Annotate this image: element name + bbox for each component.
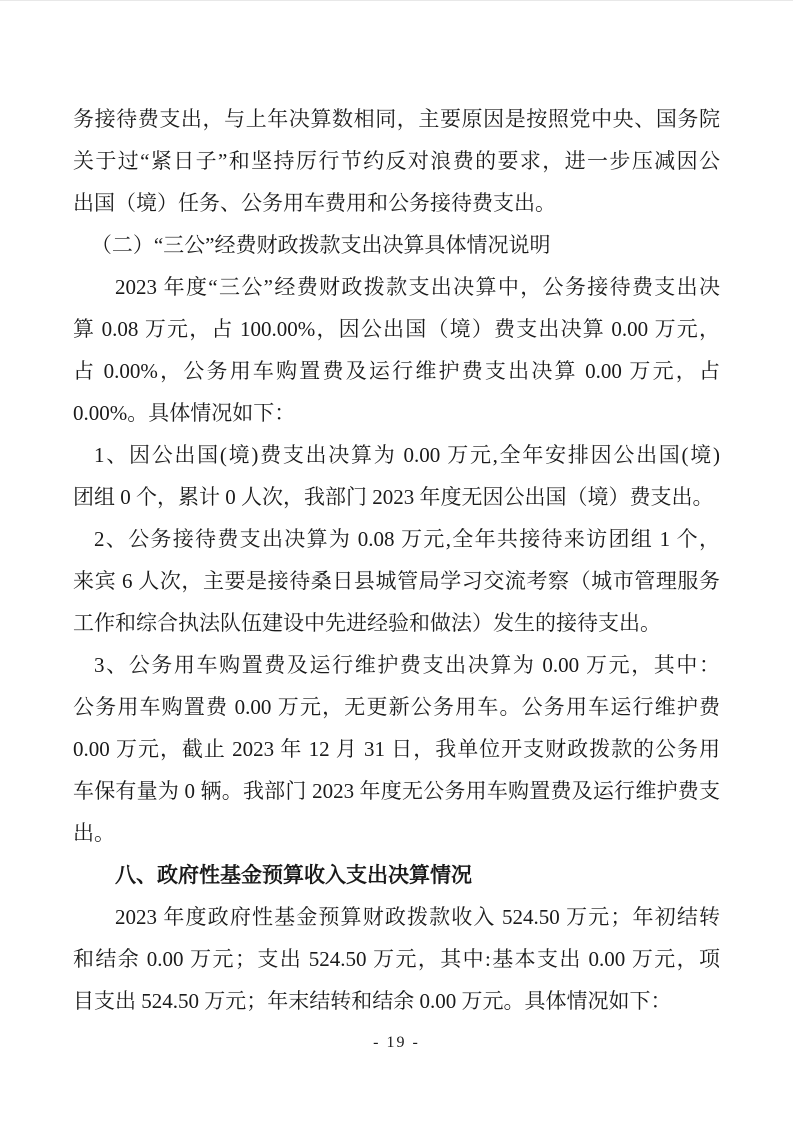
text-line: 务接待费支出，与上年决算数相同，主要原因是按照党中央、国务院: [73, 107, 720, 131]
section-heading: 八、政府性基金预算收入支出决算情况: [115, 863, 472, 887]
text-line: 公务用车购置费 0.00 万元，无更新公务用车。公务用车运行维护费: [73, 695, 720, 719]
text-line: 2023 年度政府性基金预算财政拨款收入 524.50 万元；年初结转: [115, 905, 720, 929]
text-line: 0.00%。具体情况如下：: [73, 401, 296, 425]
text-line: 占 0.00%，公务用车购置费及运行维护费支出决算 0.00 万元，占: [73, 359, 720, 383]
text-line: 关于过“紧日子”和坚持厉行节约反对浪费的要求，进一步压减因公: [73, 149, 720, 173]
text-line: 来宾 6 人次，主要是接待桑日县城管局学习交流考察（城市管理服务: [73, 569, 720, 593]
text-line: 0.00 万元，截止 2023 年 12 月 31 日，我单位开支财政拨款的公务用: [73, 737, 720, 761]
text-line: 工作和综合执法队伍建设中先进经验和做法）发生的接待支出。: [73, 611, 661, 635]
text-line: 团组 0 个，累计 0 人次，我部门 2023 年度无因公出国（境）费支出。: [73, 485, 714, 509]
text-line: 1、因公出国(境)费支出决算为 0.00 万元,全年安排因公出国(境): [94, 443, 720, 467]
document-body: [73, 98, 720, 1022]
text-line: 2、公务接待费支出决算为 0.08 万元,全年共接待来访团组 1 个，: [94, 527, 720, 551]
text-line: 车保有量为 0 辆。我部门 2023 年度无公务用车购置费及运行维护费支: [73, 779, 720, 803]
page-number: - 19 -: [373, 1034, 420, 1051]
text-line: （二）“三公”经费财政拨款支出决算具体情况说明: [90, 233, 551, 257]
text-line: 出国（境）任务、公务用车费用和公务接待费支出。: [73, 191, 556, 215]
text-line: 出。: [73, 821, 115, 845]
text-line: 算 0.08 万元，占 100.00%，因公出国（境）费支出决算 0.00 万元，: [73, 317, 720, 341]
text-line: 和结余 0.00 万元；支出 524.50 万元，其中:基本支出 0.00 万元，项: [73, 947, 720, 971]
text-line: 3、公务用车购置费及运行维护费支出决算为 0.00 万元，其中：: [94, 653, 720, 677]
text-line: 目支出 524.50 万元；年末结转和结余 0.00 万元。具体情况如下：: [73, 989, 672, 1013]
text-line: 2023 年度“三公”经费财政拨款支出决算中，公务接待费支出决: [115, 275, 720, 299]
